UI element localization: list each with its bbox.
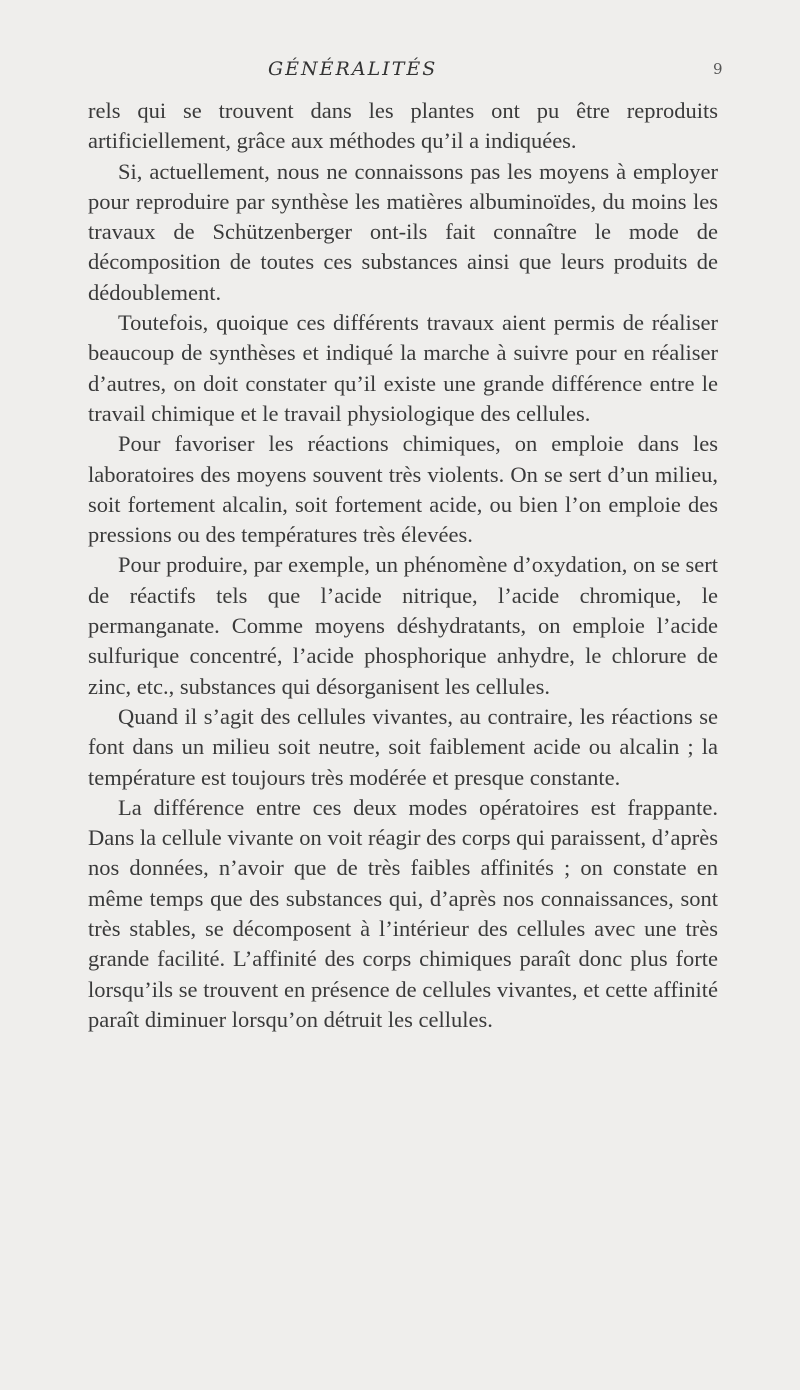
paragraph: Quand il s’agit des cellules vivantes, au contraire, les réactions se font dans un milieu soit neutre, soit faiblement acide ou alcalin ; la température est toujours très modérée et presque constante. [88,703,718,790]
running-title: GÉNÉRALITÉS [268,58,438,80]
body-text [88,96,718,1035]
paragraph: Si, actuellement, nous ne connaissons pas les moyens à employer pour reproduire par synthèse les matières albuminoïdes, du moins les travaux de Schützenberger ont-ils fait connaître le mode de décomposition de toutes ces substances ainsi que leurs produits de dédoublement. [88,158,718,305]
paragraph: Pour produire, par exemple, un phénomène d’oxydation, on se sert de réactifs tels que l’acide nitrique, l’acide chromique, le permanganate. Comme moyens déshydratants, on emploie l’acide sulfurique concentré, l’acide phosphorique anhydre, le chlorure de zinc, etc., substances qui désorganisent les cellules. [88,552,718,699]
paragraph: Toutefois, quoique ces différents travaux aient permis de réaliser beaucoup de synthèses et indiqué la marche à suivre pour en réaliser d’autres, on doit constater qu’il existe une grande différence entre le travail chimique et le travail physiologique des cellules. [88,310,718,426]
page-header [0,58,800,88]
page-number: 9 [713,60,723,78]
paragraph-continuation: rels qui se trouvent dans les plantes ont pu être reproduits artificiellement, grâce aux méthodes qu’il a indiquées. [88,98,718,154]
paragraph: Pour favoriser les réactions chimiques, on emploie dans les laboratoires des moyens souvent très violents. On se sert d’un milieu, soit fortement alcalin, soit fortement acide, ou bien l’on emploie des pressions ou des températures très élevées. [88,431,718,548]
paragraph: La différence entre ces deux modes opératoires est frappante. Dans la cellule vivante on voit réagir des corps qui paraissent, d’après nos données, n’avoir que de très faibles affinités ; on constate en même temps que des substances qui, d’après nos connaissances, sont très stables, se décomposent à l’intérieur des cellules avec une très grande facilité. L’affinité des corps chimiques paraît donc plus forte lorsqu’ils se trouvent en présence de cellules vivantes, et cette affinité paraît diminuer lorsqu’on détruit les cellules. [88,794,718,1032]
